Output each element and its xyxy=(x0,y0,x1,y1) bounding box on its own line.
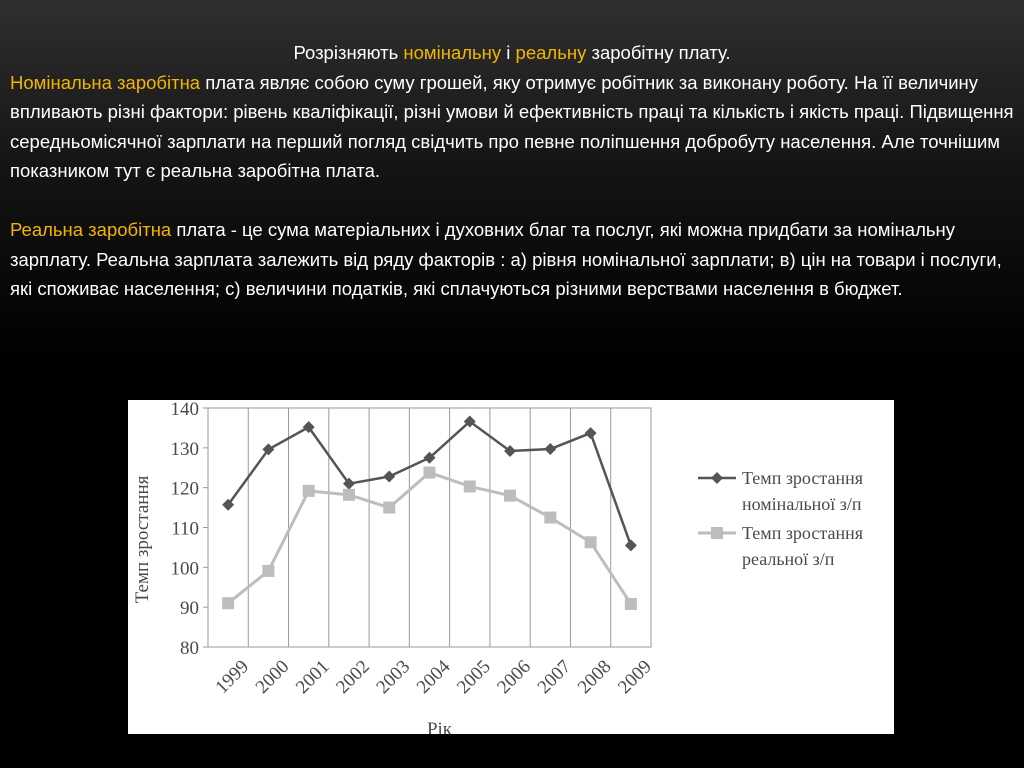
legend-label xyxy=(742,468,863,514)
intro-text-1: Розрізняють xyxy=(293,42,404,63)
y-tick-label: 120 xyxy=(170,478,199,500)
point-real xyxy=(504,490,516,502)
x-tick-label: 1999 xyxy=(211,656,254,698)
real-term: Реальна заробітна xyxy=(10,219,172,240)
nominal-paragraph xyxy=(10,68,1014,186)
point-nominal xyxy=(585,427,597,439)
point-real xyxy=(262,565,274,577)
x-tick-label: 2007 xyxy=(533,656,576,698)
point-real xyxy=(222,597,234,609)
chart-svg xyxy=(128,400,894,734)
y-tick-label: 110 xyxy=(171,518,199,540)
legend-marker xyxy=(711,527,723,539)
x-tick-label: 2006 xyxy=(493,656,536,698)
point-real xyxy=(544,512,556,524)
x-tick-label: 2008 xyxy=(573,656,616,698)
point-real xyxy=(343,489,355,501)
point-nominal xyxy=(625,539,637,551)
point-real xyxy=(464,480,476,492)
nominal-term: Номінальна заробітна xyxy=(10,71,201,93)
legend-label-line: Темп зростання xyxy=(742,523,863,543)
x-tick-label: 2003 xyxy=(372,656,415,698)
nominal-definition: плата являє собою суму грошей, яку отримує робітник за виконану роботу. На її величину впливають різні фактори: рівень кваліфікації, різні умови й ефективність праці та кількість і якість праці. Підвищення середньомісячної зарплати на перший погляд свідчить про певне поліпшення добробуту населення. Але точнішим показником тут є реальна заробітна плата. xyxy=(10,71,1014,181)
y-tick-label: 90 xyxy=(180,598,199,620)
wage-growth-chart xyxy=(128,400,894,734)
intro-highlight-nominal: номінальну xyxy=(403,42,502,63)
real-definition: плата - це сума матеріальних і духовних благ та послуг, які можна придбати за номінальну зарплату. Реальна зарплата залежить від ряду факторів : а) рівня номінальної зарплати; в) цін на товари і послуги, які споживає населення; с) величини податків, які сплачуються різними верствами населення в бюджет. xyxy=(10,219,1002,299)
intro-line xyxy=(10,38,1014,68)
plot-frame xyxy=(208,408,651,647)
point-real xyxy=(383,502,395,514)
y-axis-title: Темп зростання xyxy=(132,475,153,604)
real-paragraph xyxy=(10,215,1014,304)
intro-text-2: і xyxy=(501,42,516,63)
y-tick-label: 130 xyxy=(170,438,199,460)
x-axis-title: Рік xyxy=(426,719,453,734)
x-tick-label: 2004 xyxy=(412,656,455,698)
legend-marker xyxy=(711,472,723,484)
intro-text-3: заробітну плату. xyxy=(586,42,731,63)
x-tick-label: 2009 xyxy=(614,656,656,698)
y-tick-label: 100 xyxy=(170,558,199,580)
point-real xyxy=(625,598,637,610)
x-tick-label: 2005 xyxy=(453,656,495,698)
point-nominal xyxy=(383,471,395,483)
y-tick-label: 80 xyxy=(180,638,199,659)
point-nominal xyxy=(544,443,556,455)
legend-label-line: Темп зростання xyxy=(742,468,863,488)
point-real xyxy=(585,536,597,548)
legend-label-line: реальної з/п xyxy=(742,549,835,569)
x-tick-label: 2000 xyxy=(251,656,294,698)
legend-label xyxy=(742,523,863,569)
intro-highlight-real: реальну xyxy=(515,42,587,63)
point-real xyxy=(424,467,436,479)
legend-label-line: номінальної з/п xyxy=(742,494,862,514)
slide-text xyxy=(10,38,1014,304)
y-tick-label: 140 xyxy=(170,400,199,420)
x-tick-label: 2001 xyxy=(291,656,334,698)
point-real xyxy=(303,485,315,497)
x-tick-label: 2002 xyxy=(332,656,374,698)
